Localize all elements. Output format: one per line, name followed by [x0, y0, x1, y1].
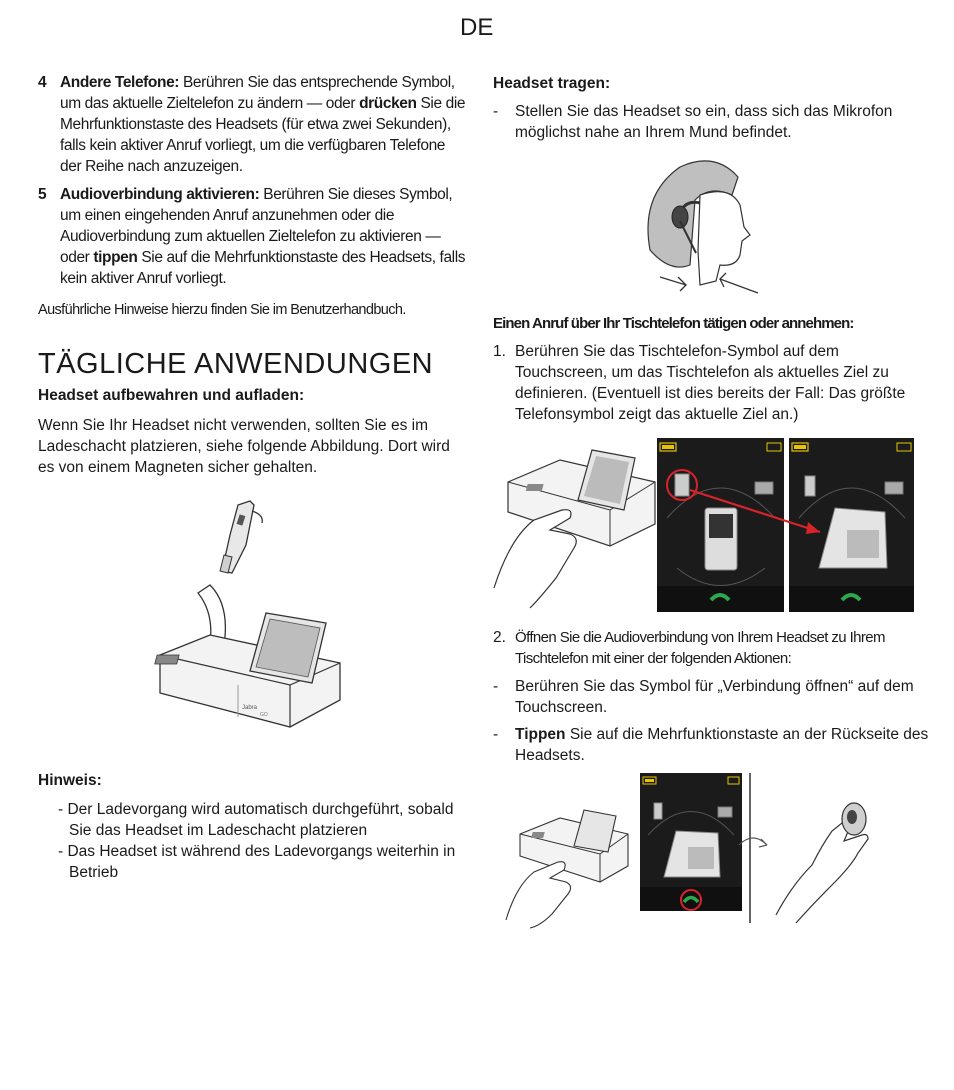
call-section: [493, 313, 933, 425]
base-model-label: GO: [260, 712, 268, 718]
manual-note: Ausführliche Hinweise hierzu finden Sie im Benutzerhandbuch.: [38, 302, 406, 318]
hand-icon: [506, 862, 571, 928]
store-text: Wenn Sie Ihr Headset nicht verwenden, sollten Sie es im Ladeschacht platzieren, siehe folgende Abbildung. Dort wird es von einem Magneten sicher gehalten.: [38, 417, 450, 476]
step-2-text: Öffnen Sie die Audioverbindung von Ihrem Headset zu Ihrem Tischtelefon mit einer der folgenden Aktionen:: [515, 629, 885, 667]
step-2-section: 2. Öffnen Sie die Audioverbindung von Ihrem Headset zu Ihrem Tischtelefon mit einer der folgenden Aktionen: - Berühren Sie das Symbol für „Verbindung öffnen“ auf dem Touchscreen. - Tippen Sie auf die Mehrfunktionstaste an der Rückseite des Headsets.: [493, 627, 933, 766]
call-title: Einen Anruf über Ihr Tischtelefon tätigen oder annehmen:: [493, 315, 854, 332]
note-title: Hinweis:: [38, 772, 102, 789]
touch-base-illustration: [494, 450, 655, 608]
headset-status-icon: [897, 443, 911, 451]
adjust-arrow-left-icon: [660, 277, 686, 291]
store-title: Headset aufbewahren und aufladen:: [38, 387, 305, 404]
laptop-small-icon: [885, 482, 903, 494]
item-5-title: Audioverbindung aktivieren:: [60, 186, 260, 203]
note-item-1: - Der Ladevorgang wird automatisch durchgeführt, sobald Sie das Headset im Ladeschacht platzieren: [58, 801, 454, 839]
wear-text: Stellen Sie das Headset so ein, dass sich das Mikrofon möglichst nahe an Ihrem Mund befindet.: [515, 103, 893, 141]
charging-base-figure: [150, 495, 350, 740]
screen-open-connection: [640, 773, 742, 911]
step-2-number: 2.: [493, 629, 506, 646]
selection-arrow: [680, 470, 840, 550]
step-1-number: 1.: [493, 343, 506, 360]
red-arrowhead-icon: [806, 522, 820, 534]
note-item-2: - Das Headset ist während des Ladevorgangs weiterhin in Betrieb: [58, 843, 456, 881]
wearing-headset-figure: [640, 155, 780, 305]
note-section: [38, 770, 478, 883]
item-4-title: Andere Telefone:: [60, 74, 180, 91]
headset-illustration: [220, 501, 262, 573]
tap-headset-figure: [772, 795, 912, 925]
finger-icon: [776, 822, 868, 923]
headset-status-icon: [767, 443, 781, 451]
right-column: Headset tragen: - Stellen Sie das Headset so ein, dass sich das Mikrofon möglichst nahe an Ihrem Mund befindet.: [493, 73, 923, 143]
mobile-phone-small-icon: [654, 803, 662, 819]
section-heading: TÄGLICHE ANWENDUNGEN: [38, 348, 434, 380]
item-4-text: Andere Telefone: Berühren Sie das entsprechende Symbol, um das aktuelle Zieltelefon zu ändern — oder drücken Sie die Mehrfunktionstaste des Headsets (für etwa zwei Sekunden), falls kein aktiver Anruf vorliegt, um die verfügbaren Telefone der Reihe nach anzuzeigen.: [60, 74, 466, 175]
earpiece-icon: [672, 206, 688, 228]
wear-title: Headset tragen:: [493, 75, 611, 92]
laptop-small-icon: [718, 807, 732, 817]
charging-base: [155, 613, 340, 727]
face-illustration: [698, 192, 750, 285]
item-4-number: 4: [38, 74, 47, 91]
language-code: DE: [460, 14, 494, 41]
adjust-arrow-right-icon: [720, 273, 758, 293]
base-brand-label: Jabra: [242, 705, 258, 711]
touch-open-figure: [500, 790, 640, 930]
item-5-number: 5: [38, 186, 47, 203]
step-1-text: Berühren Sie das Tischtelefon-Symbol auf dem Touchscreen, um das Tischtelefon als aktuelles Ziel zu definieren. (Eventuell ist dies bereits der Fall: Das größte Telefonsymbol zeigt das aktuelle Ziel an.): [515, 343, 906, 423]
store-section: [38, 385, 458, 478]
option-2-text: Tippen Sie auf die Mehrfunktionstaste an der Rückseite des Headsets.: [515, 726, 929, 764]
option-1-text: Berühren Sie das Symbol für „Verbindung öffnen“ auf dem Touchscreen.: [515, 678, 914, 716]
item-5-text: Audioverbindung aktivieren: Berühren Sie dieses Symbol, um einen eingehenden Anruf anzunehmen oder die Audioverbindung zum aktuellen Zieltelefon zu aktivieren — oder tippen Sie auf die Mehrfunktionstaste des Headsets, falls kein aktiver Anruf vorliegt.: [60, 186, 466, 287]
left-column: [38, 72, 468, 321]
